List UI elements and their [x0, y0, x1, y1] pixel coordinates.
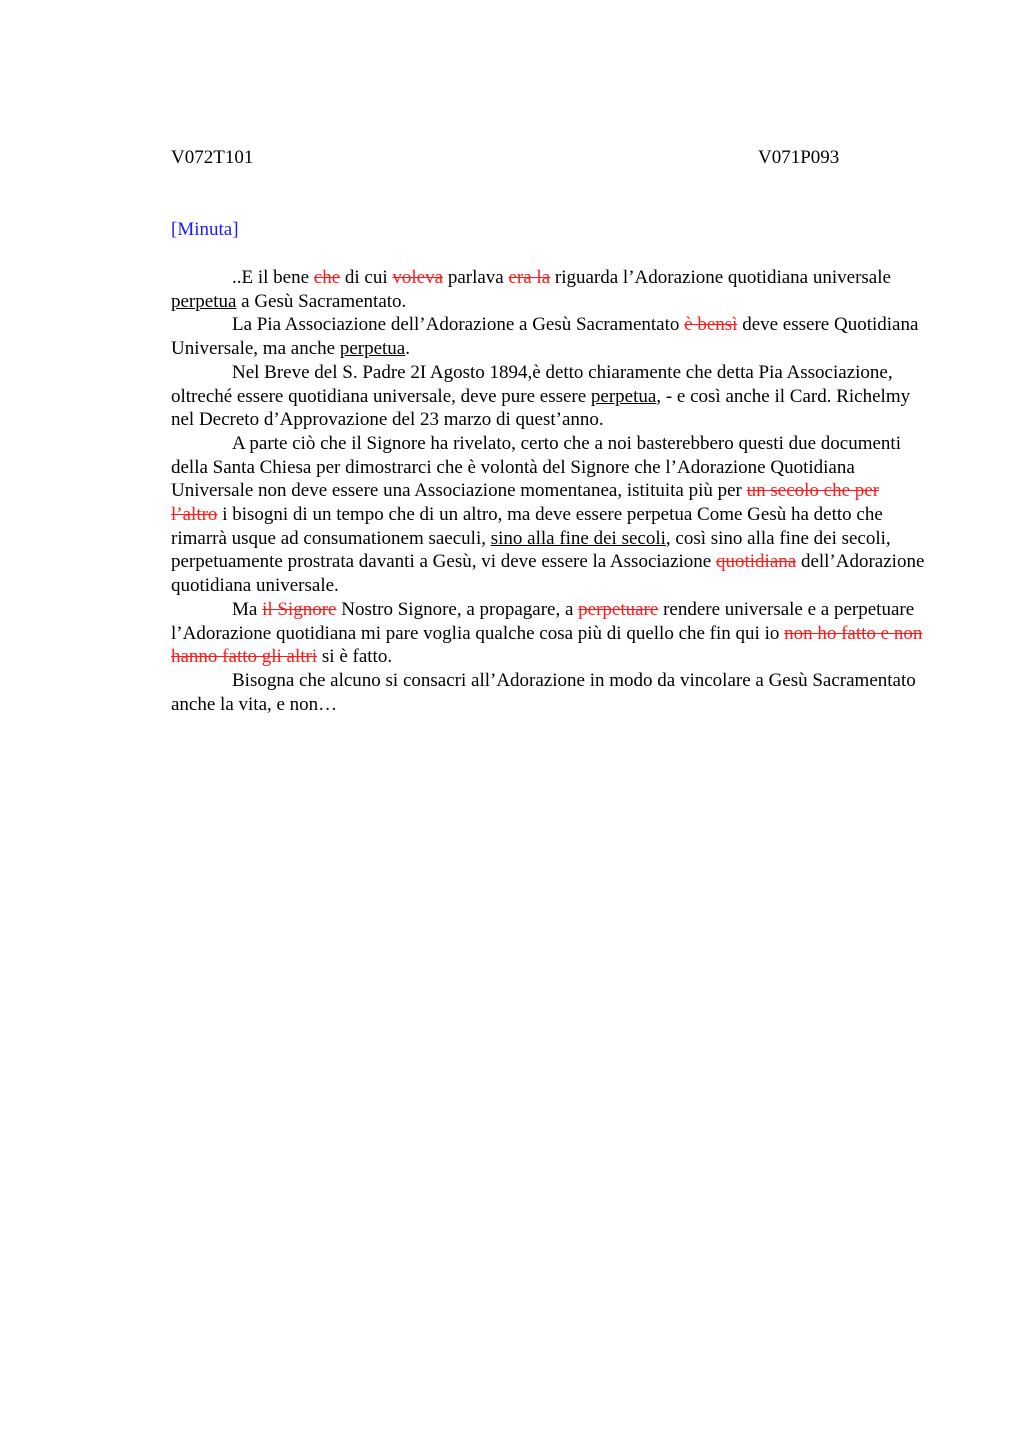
text-span: a Gesù Sacramentato. [236, 290, 407, 312]
document-code-left: V072T101 [171, 147, 254, 168]
text-span: ..E il bene [232, 267, 314, 288]
text-span: , così sino alla fine dei secoli, perpetuamente prostrata davanti a Gesù, vi deve essere la Associazione [171, 527, 891, 573]
text-span: Nostro Signore, a propagare, a [336, 598, 579, 620]
deleted-text: che [313, 267, 341, 288]
paragraph [171, 313, 927, 360]
text-span: i bisogni di un tempo che di un altro, ma deve essere perpetua Come Gesù ha detto che rimarrà usque ad consumationem saeculi, [171, 504, 883, 549]
underlined-text: perpetua [171, 290, 237, 312]
paragraph [171, 266, 927, 313]
text-span: La Pia Associazione dell’Adorazione a Gesù Sacramentato [232, 314, 685, 336]
text-span: parlava [443, 267, 509, 288]
document-page [171, 146, 927, 716]
text-span: Ma [232, 598, 263, 620]
deleted-text: non ho fatto e non hanno fatto gli altri [171, 622, 923, 668]
text-span: si è fatto. [317, 646, 393, 668]
document-body [171, 266, 927, 716]
text-span: riguarda l’Adorazione quotidiana universale [550, 267, 891, 288]
text-span: di cui [340, 267, 393, 288]
text-span: rendere universale e a perpetuare l’Adorazione quotidiana mi pare voglia qualche cosa più di quello che fin qui io [171, 598, 915, 644]
minuta-label: [Minuta] [171, 219, 239, 240]
deleted-text: era la [508, 267, 551, 288]
deleted-text: quotidiana [715, 551, 797, 573]
deleted-text: è bensì [684, 314, 738, 336]
deleted-text: voleva [392, 267, 444, 288]
text-span: , - e così anche il Card. Richelmy nel Decreto d’Approvazione del 23 marzo di quest’anno. [171, 385, 911, 431]
header-codes [171, 146, 927, 170]
text-span: A parte ciò che il Signore ha rivelato, certo che a noi basterebbero questi due documenti della Santa Chiesa per dimostrarci che è volontà del Signore che l’Adorazione Quotidiana Universale non deve essere una Associazione momentanea, istituita più per [171, 432, 901, 502]
text-span: Nel Breve del S. Padre 2I Agosto 1894,è detto chiaramente che detta Pia Associazione, oltreché essere quotidiana universale, deve pure essere [171, 361, 893, 407]
underlined-text: perpetua [339, 338, 406, 360]
text-span: Bisogna che alcuno si consacri all’Adorazione in modo da vincolare a Gesù Sacramentato anche la vita, e non… [171, 669, 916, 715]
deleted-text: un secolo che per l’altro [171, 480, 880, 526]
paragraph [171, 598, 927, 669]
paragraph [171, 669, 927, 716]
text-span: . [405, 338, 410, 360]
text-span: dell’Adorazione quotidiana universale. [171, 551, 925, 597]
underlined-text: sino alla fine dei secoli [490, 527, 666, 549]
deleted-text: il Signore [262, 598, 337, 620]
paragraph [171, 432, 927, 598]
underlined-text: perpetua [590, 385, 657, 407]
deleted-text: perpetuare [578, 598, 659, 620]
text-span: deve essere Quotidiana Universale, ma anche [171, 314, 919, 360]
document-code-right: V071P093 [758, 147, 840, 168]
paragraph [171, 361, 927, 432]
